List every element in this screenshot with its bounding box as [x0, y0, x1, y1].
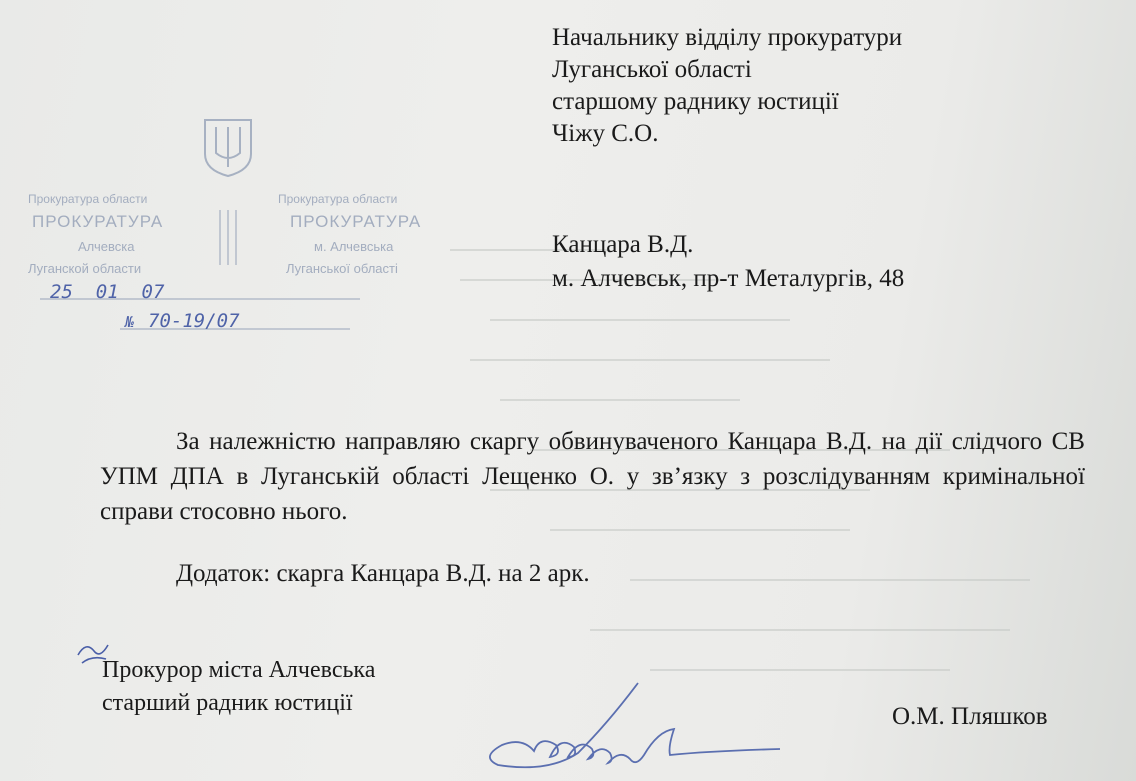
stamp-left-title: ПРОКУРАТУРА: [32, 212, 164, 231]
sender-block: [552, 228, 904, 296]
stamp-right-title: ПРОКУРАТУРА: [290, 212, 422, 231]
stamp-left-header: Прокуратура области: [28, 192, 148, 206]
stamp-right-region: Луганської області: [286, 261, 398, 276]
signer-name: О.М. Пляшков: [892, 703, 1048, 730]
addressee-line-2: Луганської області: [552, 56, 752, 83]
signer-position-line-1: Прокурор міста Алчевська: [102, 657, 376, 683]
signer-block: [102, 654, 375, 720]
trident-emblem-icon: [205, 120, 251, 176]
attachment-line: Додаток: скарга Канцара В.Д. на 2 арк.: [176, 560, 590, 587]
body-paragraph: За належністю направляю скаргу обвинуваченого Канцара В.Д. на дії слідчого СВ УПМ ДПА в Луганській області Лещенко О. у зв’язку з розслідуванням кримінальної справи стосовно нього.: [100, 428, 1085, 525]
sender-name: Канцара В.Д.: [552, 231, 694, 258]
addressee-line-1: Начальнику відділу прокуратури: [552, 24, 903, 51]
stamp-left-region: Луганской области: [28, 261, 142, 276]
handwritten-signature: [478, 675, 838, 775]
addressee-line-3: старшому раднику юстиції: [552, 88, 839, 115]
stamp-number: 70-19/07: [148, 310, 240, 332]
addressee-line-4: Чіжу С.О.: [552, 120, 659, 147]
signer-position-line-2: старший радник юстиції: [102, 690, 353, 716]
stamp-right-city: м. Алчевська: [314, 239, 394, 254]
official-stamp: [20, 115, 440, 345]
stamp-number-label: №: [125, 313, 135, 331]
stamp-date: 25 01 07: [50, 281, 165, 303]
addressee-block: [552, 22, 902, 150]
sender-address: м. Алчевськ, пр-т Металургів, 48: [552, 265, 905, 292]
stamp-left-city: Алчевска: [78, 239, 135, 254]
letter-body: [100, 424, 1085, 529]
stamp-right-header: Прокуратура области: [278, 192, 398, 206]
